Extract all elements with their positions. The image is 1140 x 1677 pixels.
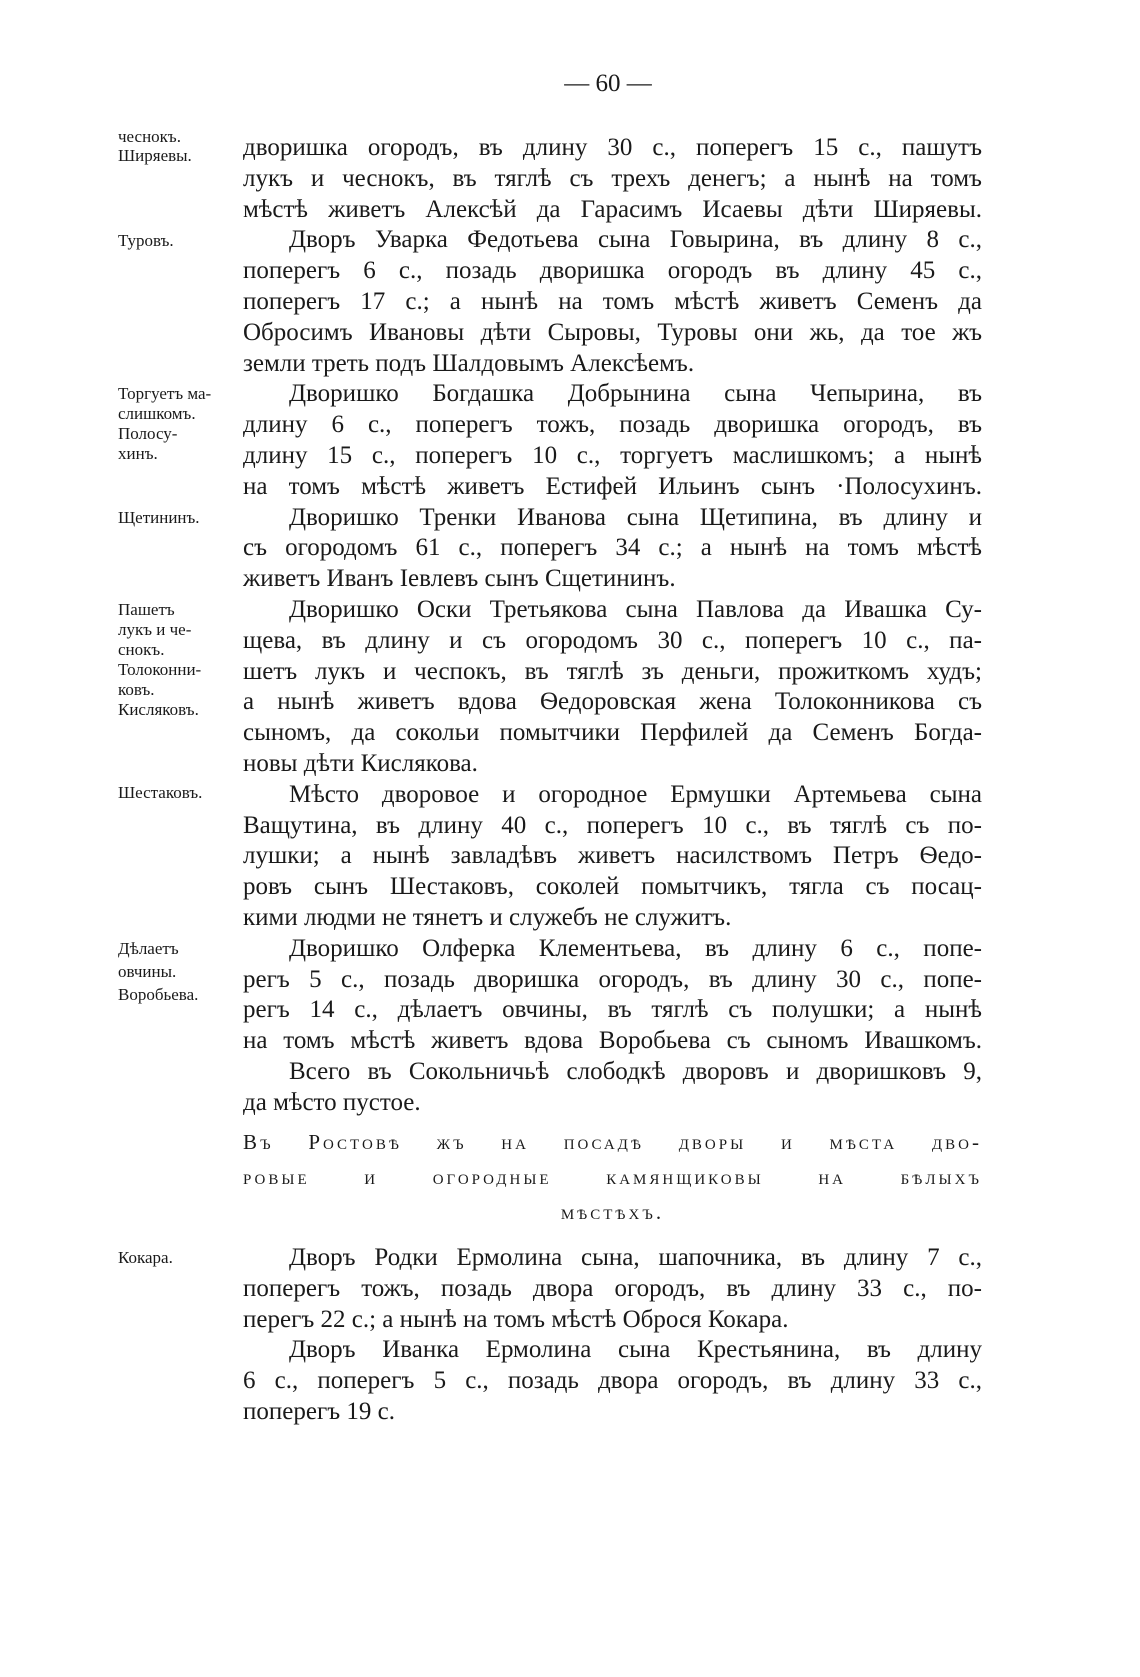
margin-note-line: Туровъ. [118, 231, 174, 250]
text-line: дворишка огородъ, въ длину 30 с., поперегъ 15 с., пашутъ [243, 134, 982, 161]
margin-note-line: Полосу- [118, 424, 178, 443]
margin-note [118, 1248, 173, 1268]
text-line: живетъ Иванъ Іевлевъ сынъ Сщетининъ. [243, 565, 676, 593]
text-line: лушки; а нынѣ завладѣвъ живетъ насилствомъ Петръ Ѳедо- [243, 842, 982, 870]
section-heading [243, 1125, 982, 1230]
margin-note-line: Дѣлаетъ [118, 939, 179, 958]
heading-line: ровые и огородные камянщиковы на бѣлыхъ [243, 1165, 982, 1189]
margin-note-line: Воробьева. [118, 985, 199, 1004]
text-line: а нынѣ живетъ вдова Ѳедоровская жена Толоконникова съ [243, 688, 982, 716]
margin-note-line: Шестаковъ. [118, 783, 203, 802]
text-line: регъ 5 с., позадь дворишка огородъ, въ длину 30 с., попе- [243, 965, 982, 993]
margin-note-line: Пашетъ [118, 600, 175, 619]
margin-note-line: Торгуетъ ма- [118, 384, 212, 403]
margin-note-line: лукъ и че- [118, 620, 192, 639]
heading-line: Въ Ростовѣ жъ на посадѣ дворы и мѣста дво- [243, 1130, 982, 1154]
margin-note [118, 508, 200, 528]
text-line: Ващутина, въ длину 40 с., поперегъ 10 с., въ тяглѣ съ по- [243, 811, 982, 839]
paragraph [243, 503, 982, 595]
text-line: ровъ сынъ Шестаковъ, соколей помытчикъ, тягла съ посац- [243, 873, 982, 901]
margin-note-line: чеснокъ. [118, 127, 181, 146]
text-line: да мѣсто пустое. [243, 1088, 421, 1116]
paragraph [243, 1057, 982, 1119]
text-line: Дворъ Уварка Федотьева сына Говырина, въ длину 8 с., [289, 226, 982, 254]
text-line: сыномъ, да сокольи помытчики Перфилей да Семенъ Богда- [243, 719, 982, 747]
text-line: регъ 14 с., дѣлаетъ овчины, въ тяглѣ съ полушки; а нынѣ [243, 996, 982, 1024]
text-line: щева, въ длину и съ огородомъ 30 с., поперегъ 10 с., па- [243, 626, 982, 654]
paragraph [243, 379, 982, 502]
margin-note-line: овчины. [118, 962, 177, 981]
margin-note-line: хинъ. [118, 444, 158, 463]
text-line: Мѣсто дворовое и огородное Ермушки Артемьева сына [289, 780, 982, 808]
paragraph [243, 780, 982, 934]
text-line: перегъ 22 с.; а нынѣ на томъ мѣстѣ Оброся Кокара. [243, 1305, 789, 1333]
margin-note-line: Щетининъ. [118, 508, 200, 527]
margin-note [118, 127, 192, 165]
text-line: Дворъ Родки Ермолина сына, шапочника, въ длину 7 с., [289, 1244, 982, 1271]
margin-note-line: слишкомъ. [118, 404, 196, 423]
text-line: Дворъ Иванка Ермолина сына Крестьянина, въ длину [289, 1336, 982, 1364]
heading-line: мѣстѣхъ. [560, 1200, 665, 1224]
margin-note-line: Ширяевы. [118, 146, 192, 165]
body-text-continued [243, 1243, 982, 1428]
text-line: кими людми не тянетъ и служебъ не служитъ. [243, 903, 732, 931]
text-line: длину 15 с., поперегъ 10 с., торгуетъ маслишкомъ; а нынѣ [243, 441, 982, 469]
text-line: 6 с., поперегъ 5 с., позадь двора огородъ, въ длину 33 с., [243, 1367, 982, 1395]
margin-note [118, 600, 201, 720]
margin-note-line: Кисляковъ. [118, 700, 199, 719]
margin-note-line: снокъ. [118, 640, 165, 659]
text-line: на томъ мѣстѣ живетъ вдова Воробьева съ сыномъ Ивашкомъ. [243, 1027, 982, 1055]
page-number: — 60 — [564, 70, 652, 97]
paragraph [243, 133, 982, 225]
paragraph [243, 225, 982, 379]
text-line: поперегъ 19 с. [243, 1397, 395, 1425]
text-line: Дворишко Оски Третьякова сына Павлова да Ивашка Су- [289, 595, 982, 623]
margin-note [118, 937, 198, 1006]
paragraph [243, 595, 982, 780]
text-line: Дворишко Олферка Клементьева, въ длину 6 с., попе- [289, 934, 982, 962]
text-line: поперегъ 6 с., позадь дворишка огородъ въ длину 45 с., [243, 257, 982, 285]
paragraph [243, 1335, 982, 1427]
text-line: съ огородомъ 61 с., поперегъ 34 с.; а нынѣ на томъ мѣстѣ [243, 534, 982, 562]
text-line: поперегъ тожъ, позадь двора огородъ, въ длину 33 с., по- [243, 1274, 982, 1302]
text-line: новы дѣти Кислякова. [243, 749, 478, 777]
text-line: поперегъ 17 с.; а нынѣ на томъ мѣстѣ живетъ Семенъ да [243, 287, 982, 315]
text-line: Обросимъ Ивановы дѣти Сыровы, Туровы они жь, да тое жъ [243, 318, 982, 346]
margin-note-line: ковъ. [118, 680, 155, 699]
margin-note [118, 231, 174, 251]
text-line: Всего въ Сокольничьѣ слободкѣ дворовъ и дворишковъ 9, [289, 1057, 982, 1085]
paragraph [243, 1243, 982, 1335]
paragraph [243, 934, 982, 1057]
text-line: Дворишко Тренки Иванова сына Щетипина, въ длину и [289, 503, 982, 531]
text-line: шетъ лукъ и чеспокъ, въ тяглѣ зъ деньги, прожиткомъ худъ; [243, 657, 982, 685]
text-line: лукъ и чеснокъ, въ тяглѣ съ трехъ денегъ; а нынѣ на томъ [243, 164, 982, 192]
text-line: мѣстѣ живетъ Алексѣй да Гарасимъ Исаевы дѣти Ширяевы. [243, 195, 982, 223]
text-line: Дворишко Богдашка Добрынина сына Чепырина, въ [289, 380, 982, 408]
margin-note [118, 384, 211, 464]
text-line: длину 6 с., поперегъ тожъ, позадь дворишка огородъ, въ [243, 411, 982, 439]
body-text [243, 133, 982, 1119]
margin-note [118, 783, 202, 803]
margin-note-line: Толоконни- [118, 660, 202, 679]
text-line: на томъ мѣстѣ живетъ Естифей Ильинъ сынъ ·Полосухинъ. [243, 472, 982, 500]
margin-note-line: Кокара. [118, 1248, 173, 1267]
text-line: земли треть подъ Шалдовымъ Алексѣемъ. [243, 349, 695, 377]
